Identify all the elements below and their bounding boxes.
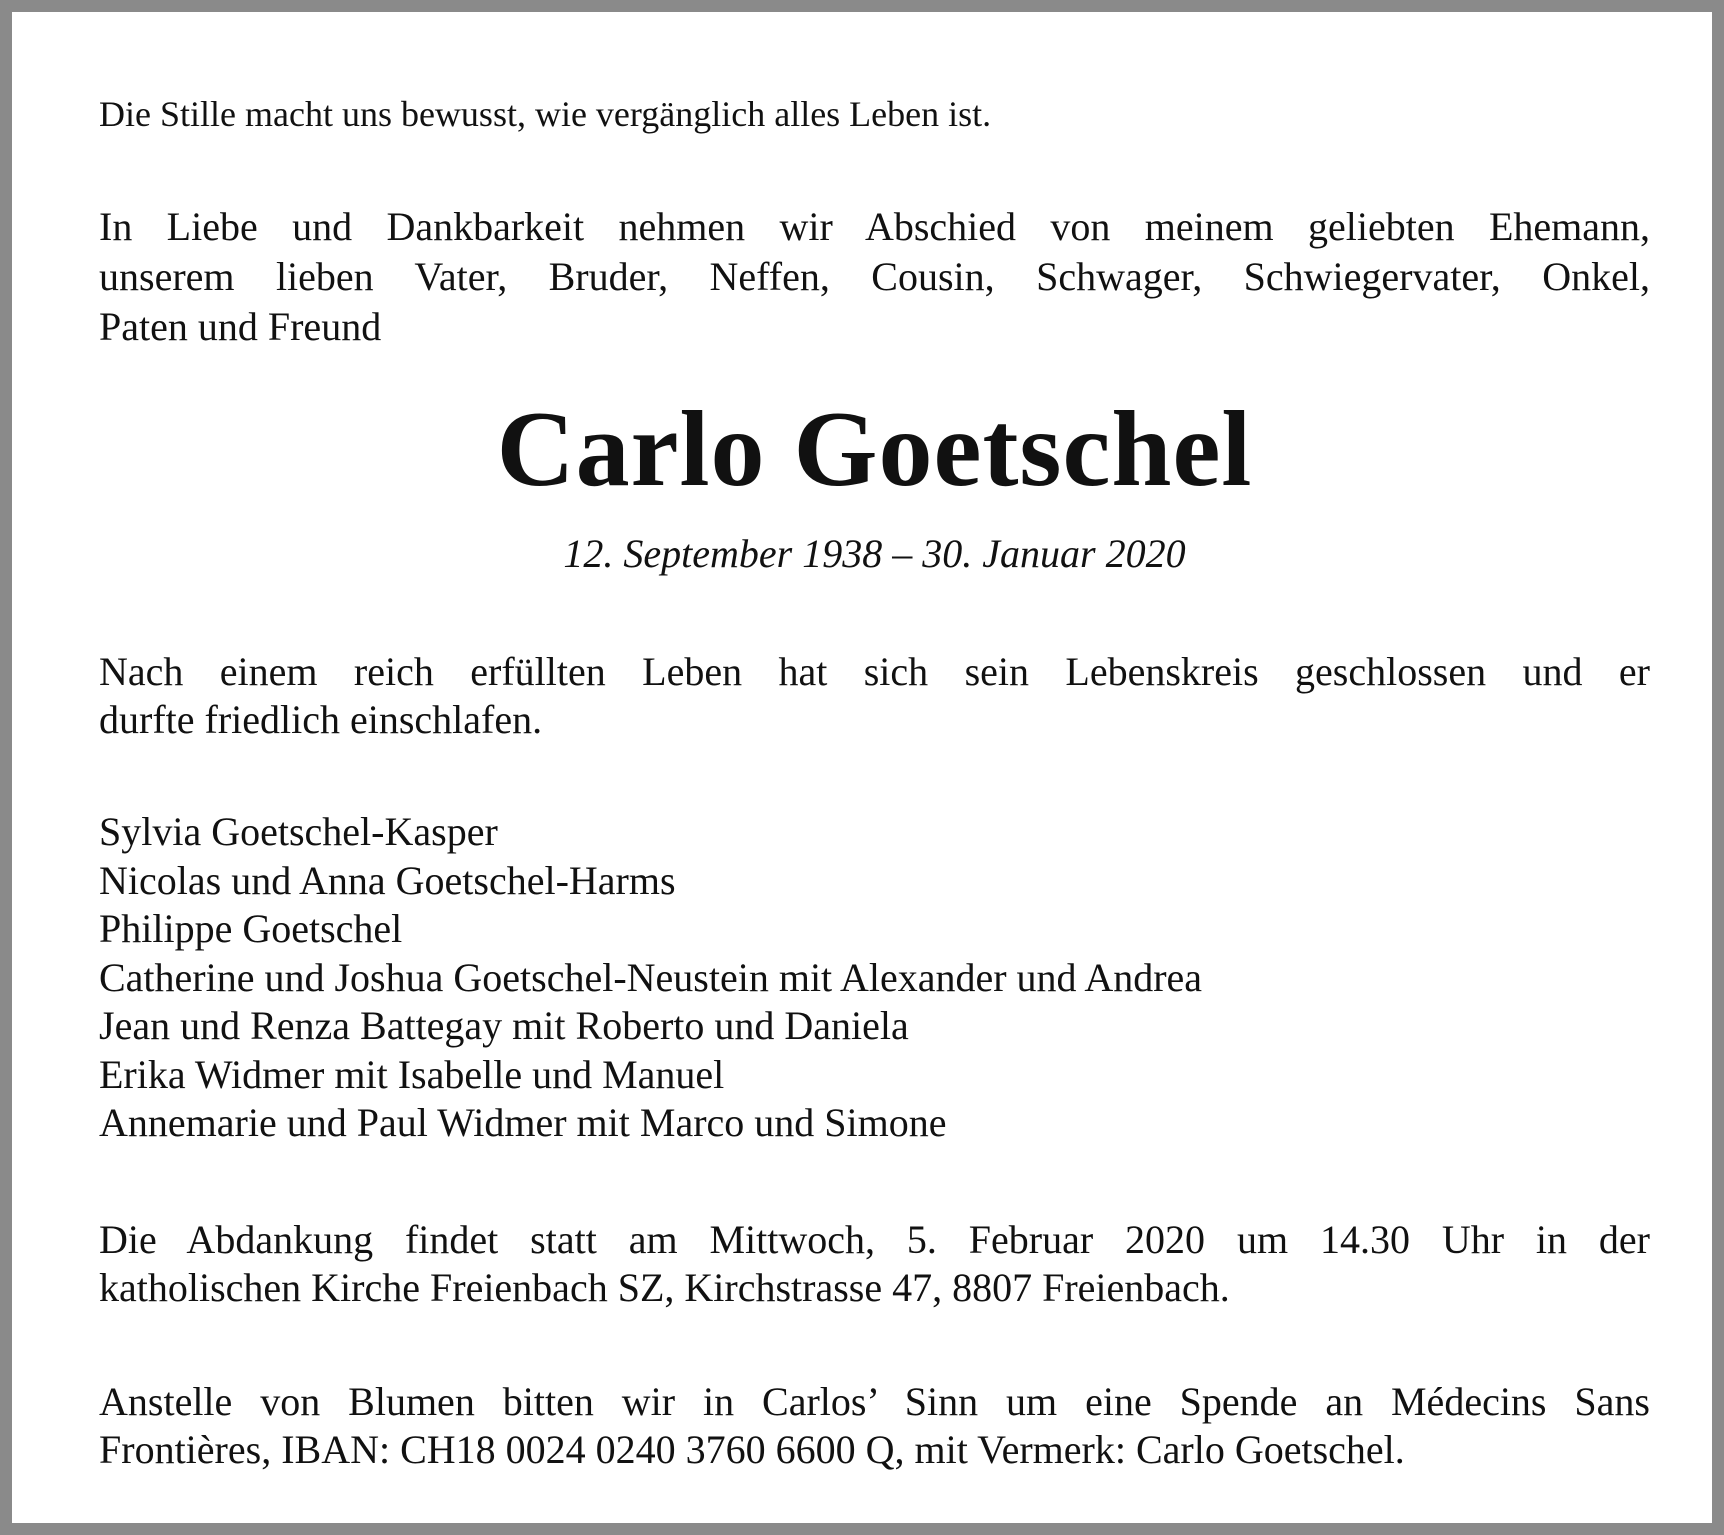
family-member: Philippe Goetschel (99, 906, 403, 951)
life-dates: 12. September 1938 – 30. Januar 2020 (563, 531, 1186, 576)
ceremony-line: katholischen Kirche Freienbach SZ, Kirchstrasse 47, 8807 Freienbach. (99, 1265, 1230, 1310)
passing-line: durfte friedlich einschlafen. (99, 697, 543, 742)
family-member: Nicolas und Anna Goetschel-Harms (99, 857, 676, 903)
family-list (99, 808, 1650, 1148)
motto: Die Stille macht uns bewusst, wie vergänglich alles Leben ist. (99, 94, 992, 134)
ceremony-paragraph (99, 1216, 1650, 1312)
family-member: Erika Widmer mit Isabelle und Manuel (99, 1051, 725, 1097)
family-member: Jean und Renza Battegay mit Roberto und Daniela (99, 1003, 909, 1048)
passing-paragraph (99, 648, 1650, 744)
intro-line: In Liebe und Dankbarkeit nehmen wir Abschied von meinem geliebten Ehemann, (99, 204, 1650, 249)
deceased-name: Carlo Goetschel (496, 390, 1253, 509)
family-member: Annemarie und Paul Widmer mit Marco und Simone (99, 1100, 947, 1145)
family-member: Catherine und Joshua Goetschel-Neustein mit Alexander und Andrea (99, 954, 1203, 1000)
intro-line: unserem lieben Vater, Bruder, Neffen, Cousin, Schwager, Schwiegervater, Onkel, (99, 254, 1650, 299)
ceremony-line: Die Abdankung findet statt am Mittwoch, 5. Februar 2020 um 14.30 Uhr in der (99, 1217, 1650, 1262)
intro-line: Paten und Freund (99, 304, 382, 349)
passing-line: Nach einem reich erfüllten Leben hat sich sein Lebenskreis geschlossen und er (99, 649, 1650, 694)
family-member: Sylvia Goetschel-Kasper (99, 809, 498, 854)
donation-line: Frontières, IBAN: CH18 0024 0240 3760 6600 Q, mit Vermerk: Carlo Goetschel. (99, 1427, 1405, 1472)
intro-paragraph (99, 202, 1650, 352)
donation-paragraph (99, 1378, 1650, 1474)
donation-line: Anstelle von Blumen bitten wir in Carlos’ Sinn um eine Spende an Médecins Sans (99, 1379, 1650, 1424)
